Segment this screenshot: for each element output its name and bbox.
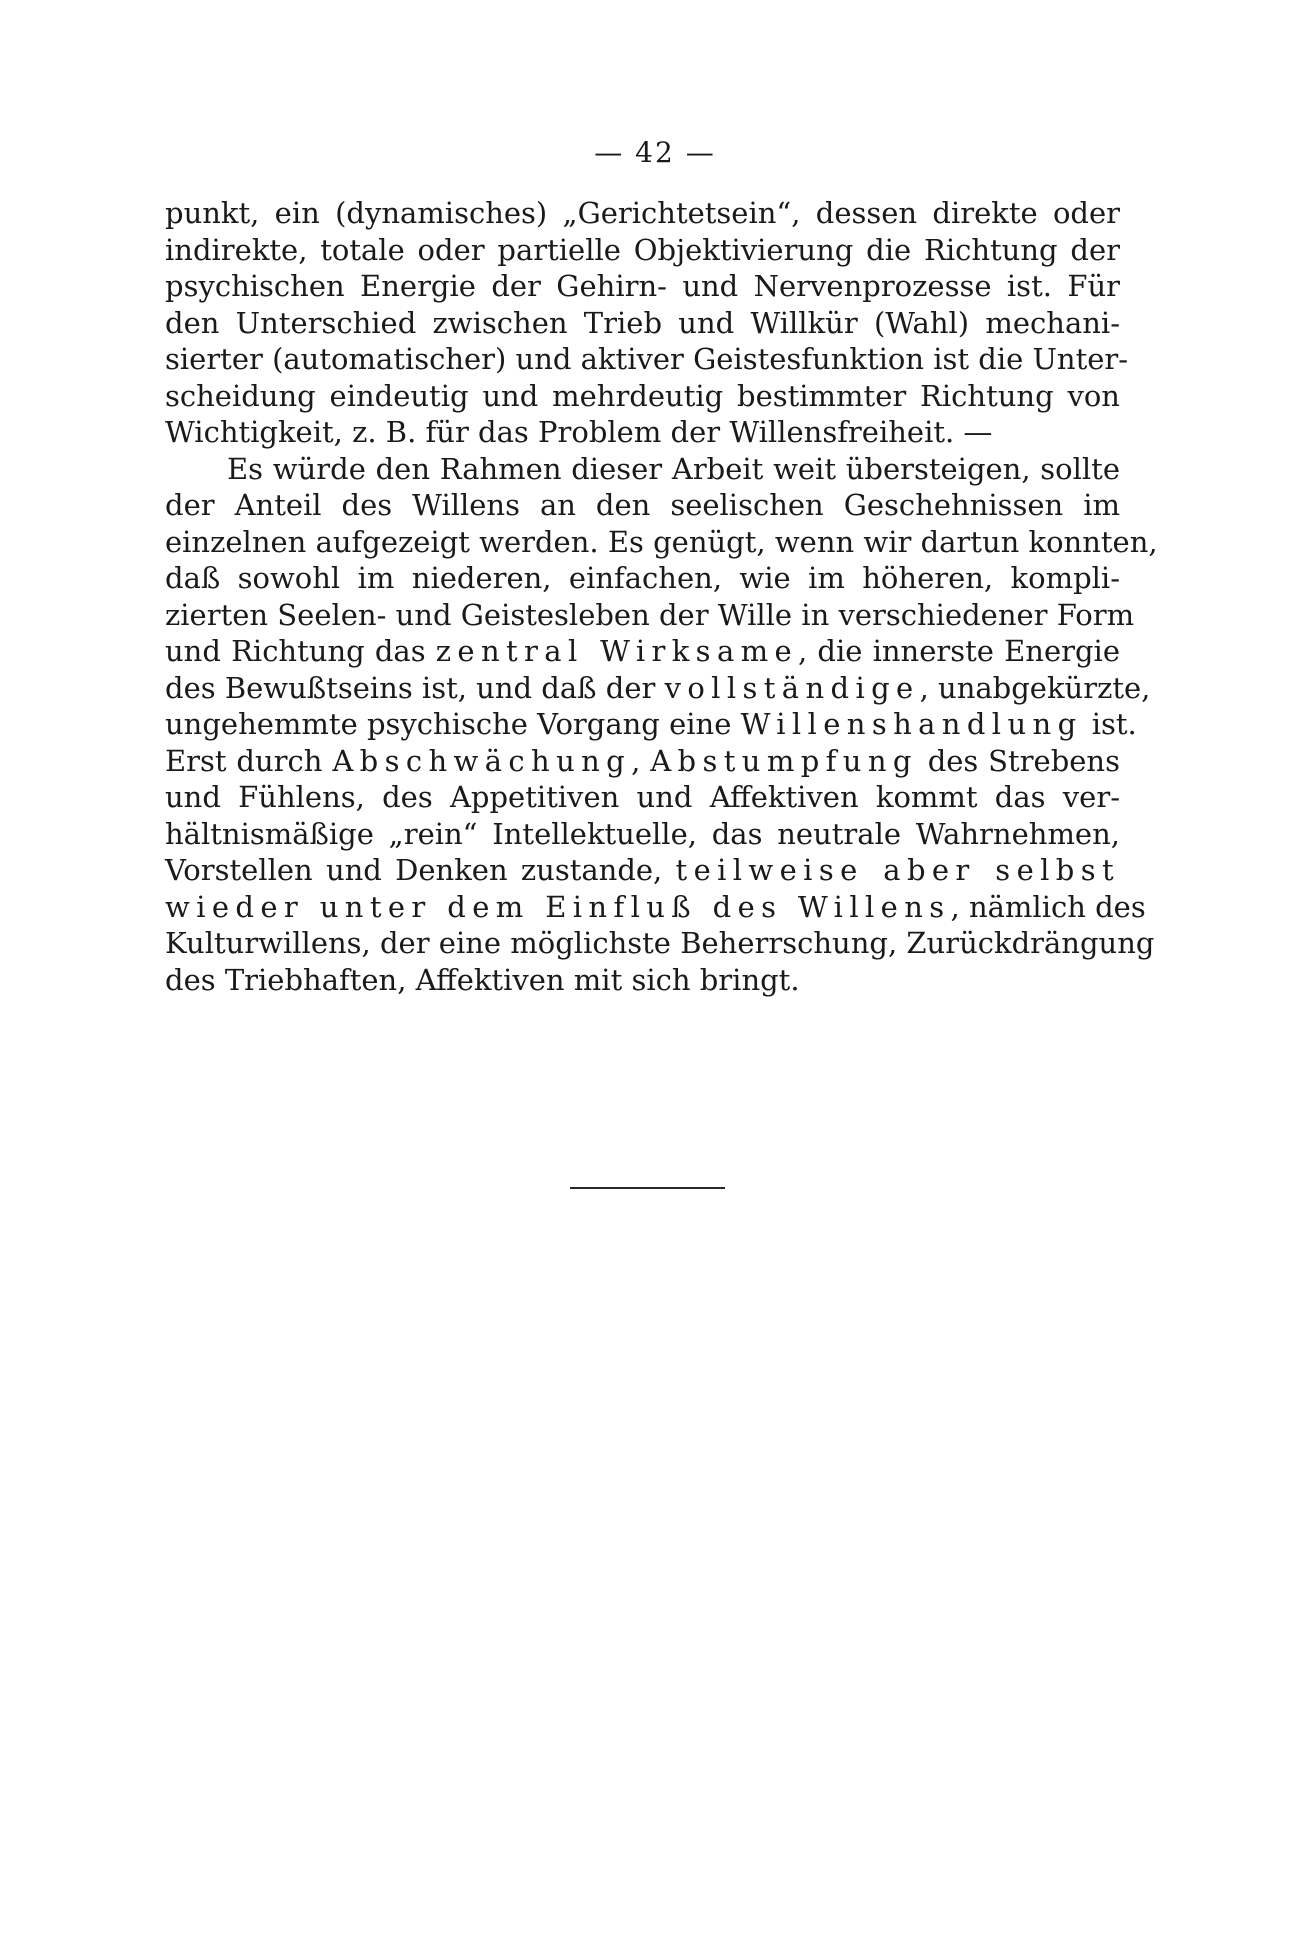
text-run: Vorstellen und Denken zustande, — [165, 853, 676, 887]
text-run: Es würde den Rahmen dieser Arbeit weit übersteigen, sollte — [227, 451, 1120, 486]
page-number: — 42 — — [594, 136, 716, 169]
text-run: scheidung eindeutig und mehrdeutig bestimmter Richtung von — [165, 378, 1120, 413]
body-text — [165, 195, 1158, 998]
text-line — [165, 889, 1146, 926]
text-run: und Richtung das — [165, 634, 436, 668]
text-run: des Triebhaften, Affektiven mit sich bringt. — [165, 962, 800, 997]
text-line — [165, 743, 1120, 780]
emphasized-text: wieder unter dem Einfluß des Willens — [165, 889, 951, 924]
text-run: ungehemmte psychische Vorgang eine — [165, 707, 741, 741]
text-line — [165, 341, 1129, 378]
text-run: , — [631, 743, 651, 778]
text-run: Kulturwillens, der eine möglichste Beherrschung, Zurückdrängung — [165, 926, 1155, 960]
text-line — [165, 232, 1120, 269]
emphasized-text: Abschwächung — [332, 743, 632, 778]
text-line — [165, 706, 1137, 743]
text-line — [165, 925, 1155, 962]
text-line — [165, 670, 1151, 707]
text-run: und Fühlens, des Appetitiven und Affektiven kommt das ver- — [165, 780, 1120, 814]
text-line — [165, 633, 1120, 670]
text-line — [165, 779, 1120, 816]
text-run: sierter (automatischer) und aktiver Geistesfunktion ist die Unter- — [165, 342, 1129, 376]
text-line — [165, 414, 1120, 451]
emphasized-text: teilweise aber selbst — [675, 853, 1121, 887]
text-run: psychischen Energie der Gehirn- und Nervenprozesse ist. Für — [165, 269, 1120, 303]
text-line — [165, 451, 1120, 488]
text-line — [165, 560, 1120, 597]
text-line — [165, 816, 1120, 853]
text-line — [165, 962, 1120, 999]
emphasized-text: vollständige — [664, 670, 920, 705]
section-divider — [570, 1187, 725, 1189]
text-run: des Strebens — [917, 743, 1120, 778]
text-line — [165, 487, 1120, 524]
text-run: der Anteil des Willens an den seelischen Geschehnissen im — [165, 488, 1120, 522]
text-line — [165, 195, 1120, 232]
text-run: daß sowohl im niederen, einfachen, wie im höheren, kompli- — [165, 561, 1120, 595]
text-run: ist. — [1082, 707, 1137, 741]
text-run: den Unterschied zwischen Trieb und Willkür (Wahl) mechani- — [165, 305, 1120, 340]
text-line — [165, 524, 1158, 561]
text-run: , unabgekürzte, — [919, 670, 1151, 705]
text-run: , nämlich des — [950, 889, 1146, 924]
emphasized-text: zentral Wirksame — [435, 634, 799, 668]
text-run: einzelnen aufgezeigt werden. Es genügt, wenn wir dartun konnten, — [165, 524, 1158, 559]
text-run: Erst durch — [165, 743, 333, 778]
emphasized-text: Willenshandlung — [740, 707, 1083, 741]
text-run: , die innerste Energie — [798, 634, 1120, 668]
text-run: indirekte, totale oder partielle Objektivierung die Richtung der — [165, 232, 1120, 267]
text-run: punkt, ein (dynamisches) „Gerichtetsein“, dessen direkte oder — [165, 196, 1120, 230]
text-line — [165, 597, 1135, 634]
text-run: hältnismäßige „rein“ Intellektuelle, das neutrale Wahrnehmen, — [165, 816, 1120, 851]
text-run: Wichtigkeit, z. B. für das Problem der Willensfreiheit. — — [165, 415, 993, 449]
text-line — [165, 268, 1120, 305]
text-line — [165, 305, 1120, 342]
text-line — [165, 852, 1120, 889]
text-run: zierten Seelen- und Geistesleben der Wille in verschiedener Form — [165, 597, 1135, 632]
text-run: des Bewußtseins ist, und daß der — [165, 670, 665, 705]
emphasized-text: Abstumpfung — [650, 743, 918, 778]
text-line — [165, 378, 1120, 415]
